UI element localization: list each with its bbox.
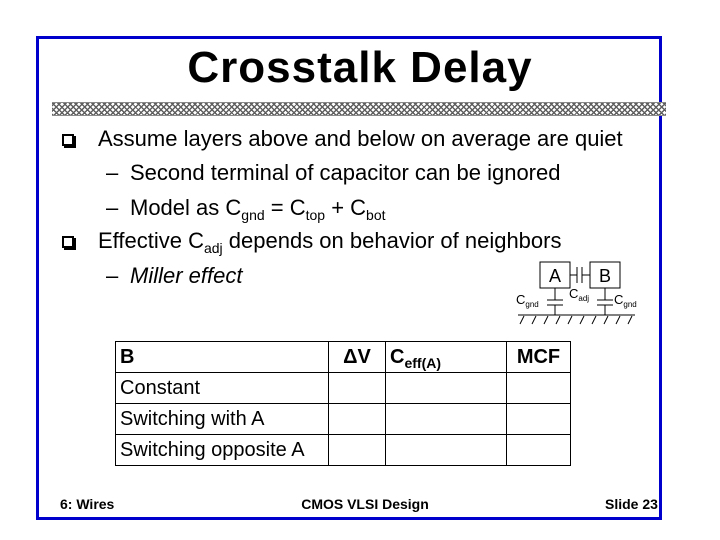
miller-table <box>115 341 571 466</box>
subbullet-1: Second terminal of capacitor can be ignored <box>130 160 561 185</box>
subbullet-2: Model as $C_{gnd} = C_{top} + C_{bot}$ <box>130 195 386 223</box>
row-label: Constant <box>116 373 329 404</box>
row-label: Switching opposite A <box>116 435 329 466</box>
bullet-2: Effective $C_{adj}$ depends on behavior of neighbors <box>98 228 562 256</box>
capacitor-diagram <box>510 260 650 335</box>
square-bullet-icon <box>62 134 74 146</box>
table-row <box>116 404 571 435</box>
dash-bullet: – <box>106 160 119 185</box>
square-bullet-icon <box>62 236 74 248</box>
bullet-1: Assume layers above and below on average are quiet <box>98 126 623 151</box>
footer-center: CMOS VLSI Design <box>301 496 429 512</box>
slide-title: Crosstalk Delay <box>187 43 533 92</box>
wire-b-label: B <box>598 266 612 286</box>
footer-left: 6: Wires <box>60 496 115 512</box>
dash-bullet: – <box>106 263 119 288</box>
table-header-row <box>116 342 571 373</box>
row-label: Switching with A <box>116 404 329 435</box>
footer-right: Slide 23 <box>605 496 658 512</box>
table-row <box>116 435 571 466</box>
header-ceff: $C_{eff(A)}$ <box>386 342 507 373</box>
subbullet-3: Miller effect <box>130 263 243 288</box>
wire-a-label: A <box>548 266 562 286</box>
table-row <box>116 373 571 404</box>
title-divider <box>52 102 666 116</box>
header-b: B <box>116 342 329 373</box>
header-mcf: MCF <box>507 342 571 373</box>
dash-bullet: – <box>106 195 119 220</box>
header-delta-v: ΔV <box>329 342 386 373</box>
cadj-label: $C_{adj}$ <box>569 286 590 303</box>
cgnd-right-label: $C_{gnd}$ <box>614 292 637 309</box>
cgnd-left-label: $C_{gnd}$ <box>516 292 539 309</box>
